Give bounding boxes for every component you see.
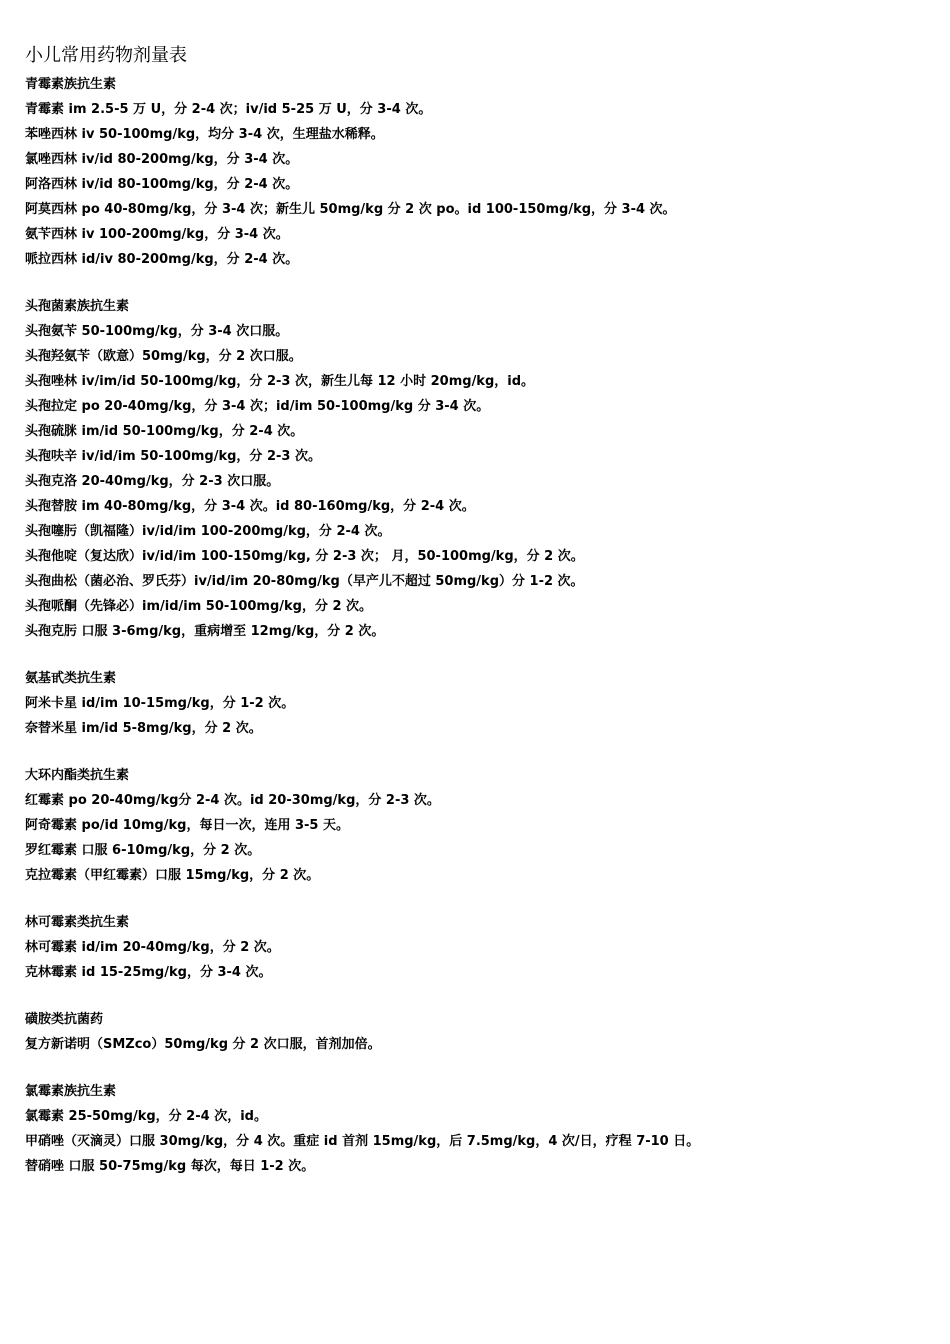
dosage-entry: 头孢克洛 20-40mg/kg，分 2-3 次口服。	[25, 474, 280, 489]
drug-section	[25, 294, 925, 644]
dosage-entry: 奈替米星 im/id 5-8mg/kg，分 2 次。	[25, 721, 262, 736]
section-heading: 大环内酯类抗生素	[25, 768, 130, 783]
dosage-entry: 甲硝唑（灭滴灵）口服 30mg/kg，分 4 次。重症 id 首剂 15mg/kg，后 7.5mg/kg，4 次/日，疗程 7-10 日。	[25, 1134, 700, 1149]
dosage-entry: 头孢曲松（菌必治、罗氏芬）iv/id/im 20-80mg/kg（早产儿不超过 50mg/kg）分 1-2 次。	[25, 574, 584, 589]
dosage-entry: 青霉素 im 2.5-5 万 U，分 2-4 次；iv/id 5-25 万 U，分 3-4 次。	[25, 102, 432, 117]
dosage-entry: 头孢替胺 im 40-80mg/kg，分 3-4 次。id 80-160mg/kg，分 2-4 次。	[25, 499, 475, 514]
dosage-entry: 罗红霉素 口服 6-10mg/kg，分 2 次。	[25, 843, 261, 858]
drug-section	[25, 1007, 925, 1057]
dosage-entry: 氨苄西林 iv 100-200mg/kg，分 3-4 次。	[25, 227, 289, 242]
dosage-entry: 阿米卡星 id/im 10-15mg/kg，分 1-2 次。	[25, 696, 295, 711]
entry-list	[25, 691, 925, 741]
section-heading: 青霉素族抗生素	[25, 77, 117, 92]
dosage-entry: 头孢氨苄 50-100mg/kg，分 3-4 次口服。	[25, 324, 289, 339]
dosage-entry: 阿莫西林 po 40-80mg/kg，分 3-4 次；新生儿 50mg/kg 分 2 次 po。id 100-150mg/kg，分 3-4 次。	[25, 202, 676, 217]
dosage-entry: 阿奇霉素 po/id 10mg/kg，每日一次，连用 3-5 天。	[25, 818, 349, 833]
dosage-entry: 头孢噻肟（凯福隆）iv/id/im 100-200mg/kg，分 2-4 次。	[25, 524, 391, 539]
section-heading: 林可霉素类抗生素	[25, 915, 130, 930]
dosage-entry: 哌拉西林 id/iv 80-200mg/kg，分 2-4 次。	[25, 252, 299, 267]
dosage-entry: 头孢克肟 口服 3-6mg/kg，重病增至 12mg/kg，分 2 次。	[25, 624, 385, 639]
document-title: 小儿常用药物剂量表	[25, 45, 187, 66]
drug-section	[25, 763, 925, 888]
sections-container	[25, 72, 925, 1179]
entry-list	[25, 97, 925, 272]
dosage-entry: 头孢呋辛 iv/id/im 50-100mg/kg，分 2-3 次。	[25, 449, 321, 464]
section-heading: 氨基甙类抗生素	[25, 671, 117, 686]
entry-list	[25, 935, 925, 985]
entry-list	[25, 788, 925, 888]
section-heading: 头孢菌素族抗生素	[25, 299, 130, 314]
dosage-entry: 头孢他啶（复达欣）iv/id/im 100-150mg/kg, 分 2-3 次； 月，50-100mg/kg，分 2 次。	[25, 549, 584, 564]
dosage-entry: 红霉素 po 20-40mg/kg分 2-4 次。id 20-30mg/kg，分 2-3 次。	[25, 793, 440, 808]
drug-section	[25, 1079, 925, 1179]
dosage-entry: 林可霉素 id/im 20-40mg/kg，分 2 次。	[25, 940, 280, 955]
dosage-entry: 头孢哌酮（先锋必）im/id/im 50-100mg/kg，分 2 次。	[25, 599, 373, 614]
dosage-entry: 克拉霉素（甲红霉素）口服 15mg/kg，分 2 次。	[25, 868, 320, 883]
drug-section	[25, 910, 925, 985]
dosage-entry: 复方新诺明（SMZco）50mg/kg 分 2 次口服，首剂加倍。	[25, 1037, 381, 1052]
entry-list	[25, 319, 925, 644]
dosage-entry: 替硝唑 口服 50-75mg/kg 每次，每日 1-2 次。	[25, 1159, 315, 1174]
drug-section	[25, 666, 925, 741]
dosage-entry: 阿洛西林 iv/id 80-100mg/kg，分 2-4 次。	[25, 177, 299, 192]
dosage-entry: 苯唑西林 iv 50-100mg/kg，均分 3-4 次，生理盐水稀释。	[25, 127, 384, 142]
section-heading: 磺胺类抗菌药	[25, 1012, 104, 1027]
dosage-entry: 头孢羟氨苄（欧意）50mg/kg，分 2 次口服。	[25, 349, 302, 364]
dosage-entry: 头孢硫脒 im/id 50-100mg/kg，分 2-4 次。	[25, 424, 304, 439]
dosage-entry: 头孢唑林 iv/im/id 50-100mg/kg，分 2-3 次，新生儿每 12 小时 20mg/kg，id。	[25, 374, 535, 389]
dosage-entry: 氯霉素 25-50mg/kg，分 2-4 次，id。	[25, 1109, 267, 1124]
entry-list	[25, 1032, 925, 1057]
section-heading: 氯霉素族抗生素	[25, 1084, 117, 1099]
document-page	[25, 42, 925, 1201]
drug-section	[25, 72, 925, 272]
dosage-entry: 头孢拉定 po 20-40mg/kg，分 3-4 次；id/im 50-100mg/kg 分 3-4 次。	[25, 399, 490, 414]
entry-list	[25, 1104, 925, 1179]
dosage-entry: 克林霉素 id 15-25mg/kg，分 3-4 次。	[25, 965, 272, 980]
dosage-entry: 氯唑西林 iv/id 80-200mg/kg，分 3-4 次。	[25, 152, 299, 167]
